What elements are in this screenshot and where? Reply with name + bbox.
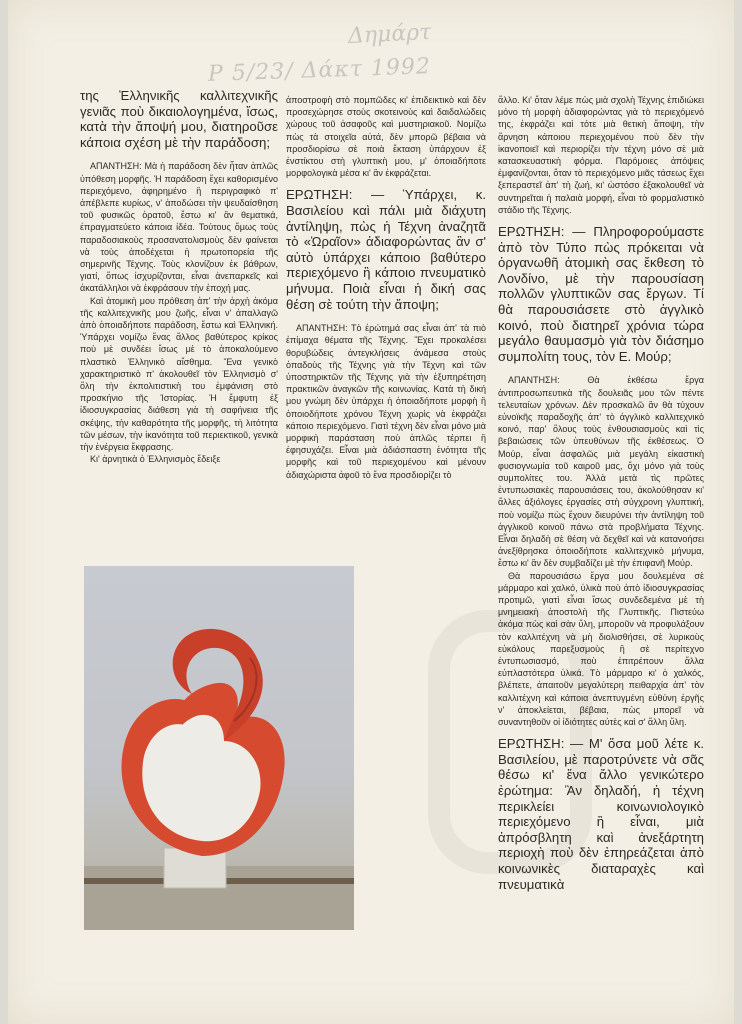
answer-paragraph: Θὰ παρουσιάσω ἔργα μου δουλεμένα σὲ μάρμαρο καὶ χαλκό, ὑλικὰ ποὺ ἀπὸ ἰδιοσυγκρασίας προτιμῶ, γιατὶ εἶναι ἴσως συνδεδεμένα μὲ τὴ μνημειακὴ ἀποστολὴ τῆς Γλυπτικῆς. Πιστεύω ἀκόμα πὼς καὶ σὰν ὕλη, μποροῦν νὰ προφυλάξουν τὸν καλλιτέχνη νὰ μὴ διολισθήσει, σὲ λυρικοὺς εὐκόλους παρεξυσμοὺς ἢ σὲ περίτεχνο ἐντυπωσιασμό, ποὺ ἐπιτρέπουν ἄλλα εὐπλαστότερα ὑλικά. Τὸ μάρμαρο κι' ὁ χαλκός, βλέπετε, ἀπαιτοῦν μεγαλύτερη πειθαρχία ἀπ' τὸν καλλιτέχνη καὶ κάποια ἀνεπτυγμένη εὐθύνη ἐργῆς ν' ἀποκλείεται, βέβαια, πὼς μπορεῖ νὰ συναντηθοῦν οἱ ἰδιότητες αὐτὲς καὶ σ' ἄλλη ὕλη. bbox=[498, 570, 704, 728]
question-paragraph: ΕΡΩΤΗΣΗ: — Πληροφορούμαστε ἀπὸ τὸν Τύπο πὼς πρόκειται νὰ ὀργανωθῆ ἀτομικὴ σας ἔκθεση τὸ Λονδίνο, μὲ τὴν παρουσίαση πολλῶν γλυπτικῶν σας ἔργων. Τί θὰ παρουσιάσετε στὸ ἀγγλικὸ κοινό, ποὺ διατηρεῖ χρόνια τώρα μεγάλο θαυμασμὸ γιὰ τὸν διάσημο συμπολίτη τους, τὸν Ε. Μούρ; bbox=[498, 224, 704, 364]
answer-paragraph: ΑΠΑΝΤΗΣΗ: Μὰ ἡ παράδοση δὲν ἦταν ἁπλῶς ὑπόθεση μορφῆς. Ἡ παράδοση ἔχει καθορισμένο περιεχόμενο, ἀφηρημένο ἢ περιγραφικὸ π' ἀπέβλεπε κυρίως, ν' ἀποδώσει τὴν ψευδαίσθηση τοῦ φυσικῶς ὁρατοῦ, ἔστω κι' ἂν θεματικά, ἐπραγματεύετο κάποια ἰδέα. Τούτους ὅμως τοὺς παραδοσιακοὺς προσανατολισμοὺς δὲν φαίνεται νὰ τοὺς ἀποδέχεται ἡ πρωτοπορεία τῆς σημερινῆς Τέχνης. Τοὺς κλονίζουν ἐκ βάθρων, γιατί, ὅπως ἰσχυρίζονται, εἶναι ἀνεπαρκεῖς καὶ ἀκατάλληλοι νὰ ἐκφράσουν τὴν ἐποχή μας. bbox=[80, 161, 278, 294]
sculpture-illustration bbox=[84, 566, 354, 930]
handwritten-line-1: Δημάρτ bbox=[347, 19, 432, 50]
sculpture-photo bbox=[84, 566, 354, 930]
answer-paragraph: Καὶ ἀτομικὴ μου πρόθεση ἀπ' τὴν ἀρχὴ ἀκόμα τῆς καλλιτεχνικῆς μου ζωῆς, εἶναι ν' ἀπαλλαγῶ ἀπὸ ὁποιαδήποτε παράδοση, ἔστω καὶ Ἑλληνική. Ὑπάρχει νομίζω ἕνας ἄλλος βαθύτερος κρίκος ποὺ μὲ συνδέει ἴσως μὲ τὸ ἀποκαλούμενο πλαστικὸ Ἑλληνικὸ αἴσθημα. Ἕνα γενικὸ χαρακτηριστικὸ π' ἀκολουθεῖ τὸν Ἑλληνισμὸ σ' ὅλη τὴν ἐκπολιτιστικὴ του ἐμφάνιση στὸ προσκήνιο τῆς Ἱστορίας. Ἡ ἔμφυτη ἐξ ἰδιοσυγκρασίας διάθεση γιὰ τὴ σαφήνεια τῆς σκέψης, τὴν καθαρότητα τῆς μορφῆς, τὴ λιτότητα τῶν μέσων, τὴν ἱκανότητα τοῦ περιεκτικοῦ, γενικὰ τὴν ἐνέργεια ἔκφρασης. bbox=[80, 295, 278, 453]
column-2 bbox=[286, 94, 486, 481]
magazine-page bbox=[8, 0, 734, 1024]
answer-paragraph: ΑΠΑΝΤΗΣΗ: Θὰ ἐκθέσω ἔργα ἀντιπροσωπευτικὰ τῆς δουλειᾶς μου τῶν πέντε τελευταίων χρόνων. Δὲν προσκαλῶ ἂν θὰ τύχουν εὐνοϊκῆς παραδοχῆς ἀπ' τὸ ἀγγλικὸ καλλιτεχνικὸ κοινό, παρ' ὅλους τοὺς ἐνθουσιασμοὺς καὶ τὶς βεβαιώσεις τῶν ὑπευθύνων τῆς ἐκθέσεως. Ὁ Μούρ, εἶναι ἀσφαλῶς μιὰ μεγάλη εἰκαστικὴ φυσιογνωμία τοῦ καιροῦ μας, ὄχι μόνο γιὰ τοὺς συμπολίτες του. Ἀλλὰ μετὰ τὶς πρῶτες ἐντυπωσιακὲς παρουσιάσεις του, ἀκολούθησαν κι' ἄλλες ἀξιόλογες ἐργασίες στὴ σύγχρονη γλυπτική, ποὺ νομίζω πὼς ἔχουν διευρύνει τὴν ἀντίληψη τοῦ ἀγγλικοῦ κοινοῦ πάνω στὰ προβλήματα Τέχνης. Εἶναι δηλαδὴ σὲ θέση νὰ δεχθεῖ καὶ νὰ κατανοήσει ἀνεξίθρησκα ὁποιοδήποτε καλλιτεχνικὸ μήνυμα, ἔστω κι' ἂν δὲν συμβαδίζει μὲ τὴν ἐπιφανῆ Μούρ. bbox=[498, 375, 704, 569]
question-paragraph: ΕΡΩΤΗΣΗ: — Μ' ὅσα μοῦ λέτε κ. Βασιλείου, μὲ παροτρύνετε νὰ σᾶς θέσω κι' ἕνα ἄλλο γενικώτερο ἐρώτημα: Ἂν δηλαδή, ἡ τέχνη περικλείει κοινωνιολογικὸ περιεχόμενο ἢ εἶναι, μιὰ ἀπρόσβλητη καὶ ἀνεξάρτητη περιοχὴ ποὺ δὲν ἐπηρεάζεται ἀπὸ κοινωνικὲς διαταραχὲς καὶ πνευματικὰ bbox=[498, 736, 704, 892]
answer-paragraph: ἀποστροφὴ στὸ πομπῶδες κι' ἐπιδεικτικὸ καὶ δὲν προσεχώρησε στοὺς σκοτεινοὺς καὶ δαιδαλώδεις χώρους τοῦ ἀσαφοῦς καὶ μυστηριακοῦ. Νομίζω πὼς τὰ στοιχεῖα αὐτά, δὲν μπορῶ βέβαια νὰ προσδιορίσω σὲ ποιὰ ἔκταση ὑπάρχουν ἐξ ἐνστίκτου στὴ γλυπτικὴ μου, μ' ὁποιαδήποτε μορφολογικὰ μέσα κι' ἂν ἐκφράζεται. bbox=[286, 95, 486, 179]
answer-paragraph: ἄλλο. Κι' ὅταν λέμε πὼς μιὰ σχολὴ Τέχνης ἐπιδιώκει μόνο τὴ μορφὴ ἀδιαφορώντας γιὰ τὸ περιεχόμενό της, ἐκφράζει καὶ τότε μιὰ θετικὴ ἄποψη, τὴν ἄρνηση κάποιου περιεχομένου ποὺ δὲν τὴν ἱκανοποιεῖ καὶ περιορίζει τὴν τέχνη μόνο σὲ μιὰ κατασκευαστικὴ φόρμα. Παρόμοιες ἀπόψεις ἐμφανίζονται, ὅταν τὸ περιεχόμενο μιᾶς τάσεως ἔχει ξεπεραστεῖ ἀπ' τὴ ζωή, κι' ὡστόσο ἐξακολουθεῖ νὰ συντηρεῖται ἡ παλαιὰ μορφή, εἶναι τὸ φορμαλιστικὸ στάδιο τῆς Τέχνης. bbox=[498, 95, 704, 215]
column-1 bbox=[80, 88, 278, 465]
question-paragraph: ΕΡΩΤΗΣΗ: — Ὑπάρχει, κ. Βασιλείου καὶ πάλι μιὰ διάχυτη ἀντίληψη, πὼς ἡ Τέχνη ἀναζητᾶ τὸ «Ὡραῖον» ἀδιαφορώντας ἂν σ' αὐτὸ ὑπάρχει κάποιο βαθύτερο περιεχόμενο ἢ κάποιο πνευματικὸ μήνυμα. Ποιὰ εἶναι ἡ δική σας θέση σὲ τούτη τὴν ἄποψη; bbox=[286, 187, 486, 312]
answer-paragraph: Κι' ἀρνητικὰ ὁ Ἑλληνισμὸς ἔδειξε bbox=[90, 454, 221, 465]
handwritten-note bbox=[207, 19, 508, 92]
column-3 bbox=[498, 94, 704, 902]
intro-question-end: της Ἑλληνικῆς καλλιτεχνικῆς γενιᾶς ποὺ δικαιολογημένα, ἴσως, κατὰ τὴν ἄποψή μου, διατηροῦσε κάποια σχέση μὲ τὴν παράδοση; bbox=[80, 88, 278, 150]
answer-paragraph: ΑΠΑΝΤΗΣΗ: Τὸ ἐρώτημά σας εἶναι ἀπ' τὰ πιὸ ἐπίμαχα θέματα τῆς Τέχνης. Ἔχει προκαλέσει θορυβώδεις ἀντεγκλήσεις ἀνάμεσα στοὺς ὀπαδοὺς τῆς Τέχνης γιὰ τὴν Τέχνη καὶ τῶν ὑποστηρικτῶν τῆς Τέχνης γιὰ τὴν ἐξυπηρέτηση πρακτικῶν ἀναγκῶν τῆς κοινωνίας. Κατὰ τὴ δική μου γνώμη δὲν ὑπάρχει ἡ ὁποιαδήποτε μορφὴ ἢ ὁποιοδήποτε χρόνου Τέχνη χωρὶς νὰ ἐκφράζει κάποιο περιεχόμενο. Γιατὶ τέχνη δὲν εἶναι μόνο μιὰ μορφικὴ παράσταση ποὺ ἁπλῶς τέρπει ἢ ἐφησυχάζει. Εἶναι μιὰ ἀδιάσπαστη ἑνότητα τῆς μορφῆς καὶ τοῦ περιεχομένου καὶ μένουν ἀδιαχώριστα ἀφοῦ τὸ ἕνα προσδιορίζει τὸ bbox=[286, 323, 486, 480]
handwritten-line-2: Ρ 5/23/ Δάκτ 1992 bbox=[207, 54, 432, 87]
